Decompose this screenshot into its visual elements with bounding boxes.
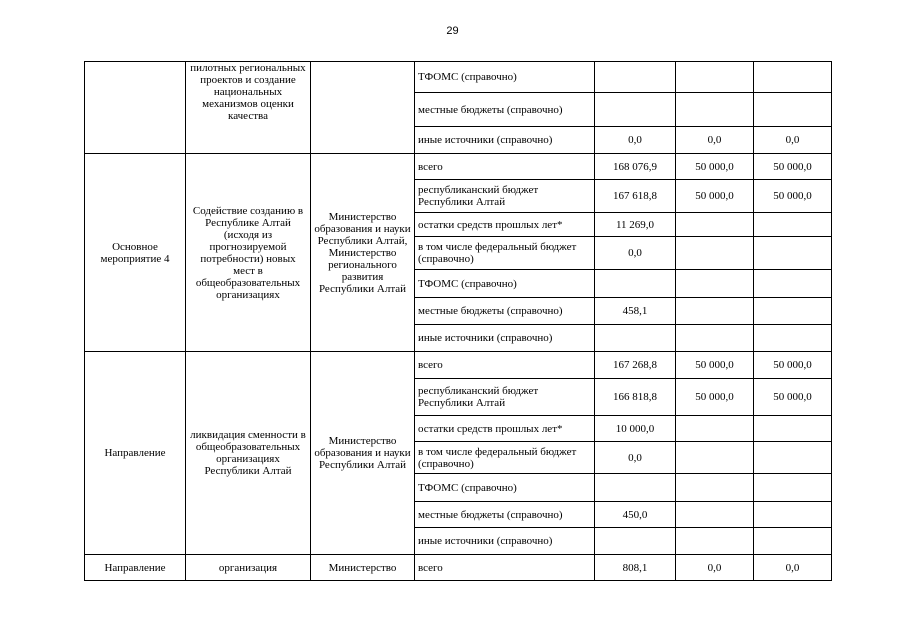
funding-source-cell: местные бюджеты (справочно) xyxy=(415,93,595,127)
value-cell: 50 000,0 xyxy=(676,180,754,213)
value-cell: 50 000,0 xyxy=(676,379,754,416)
funding-source-cell: иные источники (справочно) xyxy=(415,127,595,154)
value-cell xyxy=(754,442,832,474)
value-cell xyxy=(676,62,754,93)
event-name-cell: Направление xyxy=(85,352,186,555)
value-cell xyxy=(754,237,832,270)
value-cell: 0,0 xyxy=(754,555,832,581)
funding-source-cell: в том числе федеральный бюджет (справочно) xyxy=(415,237,595,270)
value-cell: 808,1 xyxy=(595,555,676,581)
funding-source-cell: остатки средств прошлых лет* xyxy=(415,213,595,237)
value-cell xyxy=(676,298,754,325)
value-cell xyxy=(595,62,676,93)
value-cell: 0,0 xyxy=(595,442,676,474)
value-cell xyxy=(595,270,676,298)
value-cell: 11 269,0 xyxy=(595,213,676,237)
executor-cell: Министерство образования и науки Республики Алтай, Министерство регионального развития Республики Алтай xyxy=(311,154,415,352)
value-cell xyxy=(595,528,676,555)
budget-table xyxy=(84,61,832,581)
value-cell xyxy=(676,528,754,555)
funding-source-cell: ТФОМС (справочно) xyxy=(415,474,595,502)
funding-source-cell: местные бюджеты (справочно) xyxy=(415,298,595,325)
value-cell: 10 000,0 xyxy=(595,416,676,442)
value-cell: 0,0 xyxy=(754,127,832,154)
value-cell: 166 818,8 xyxy=(595,379,676,416)
funding-source-cell: иные источники (справочно) xyxy=(415,325,595,352)
value-cell xyxy=(754,93,832,127)
executor-cell: Министерство образования и науки Республики Алтай xyxy=(311,352,415,555)
event-name-cell: Основное мероприятие 4 xyxy=(85,154,186,352)
event-name-cell: Направление xyxy=(85,555,186,581)
value-cell xyxy=(754,298,832,325)
value-cell xyxy=(676,442,754,474)
value-cell: 458,1 xyxy=(595,298,676,325)
value-cell: 50 000,0 xyxy=(676,154,754,180)
value-cell: 0,0 xyxy=(676,127,754,154)
value-cell: 50 000,0 xyxy=(754,379,832,416)
value-cell xyxy=(676,325,754,352)
value-cell xyxy=(754,474,832,502)
table-row xyxy=(85,352,832,379)
executor-cell xyxy=(311,62,415,154)
value-cell xyxy=(595,325,676,352)
funding-source-cell: республиканский бюджет Республики Алтай xyxy=(415,379,595,416)
value-cell: 0,0 xyxy=(595,127,676,154)
event-description-cell: организация xyxy=(186,555,311,581)
value-cell xyxy=(676,474,754,502)
value-cell: 50 000,0 xyxy=(754,180,832,213)
value-cell xyxy=(754,502,832,528)
funding-source-cell: всего xyxy=(415,555,595,581)
value-cell: 50 000,0 xyxy=(676,352,754,379)
value-cell xyxy=(754,416,832,442)
value-cell xyxy=(754,325,832,352)
page-number: 29 xyxy=(446,25,459,37)
value-cell: 0,0 xyxy=(595,237,676,270)
value-cell: 50 000,0 xyxy=(754,352,832,379)
funding-source-cell: остатки средств прошлых лет* xyxy=(415,416,595,442)
value-cell xyxy=(754,213,832,237)
funding-source-cell: всего xyxy=(415,352,595,379)
funding-source-cell: ТФОМС (справочно) xyxy=(415,270,595,298)
executor-cell: Министерство xyxy=(311,555,415,581)
value-cell xyxy=(676,93,754,127)
funding-source-cell: ТФОМС (справочно) xyxy=(415,62,595,93)
value-cell: 50 000,0 xyxy=(754,154,832,180)
event-description-cell: Содействие созданию в Республике Алтай (исходя из прогнозируемой потребности) новых мест в общеобразовательных организациях xyxy=(186,154,311,352)
value-cell xyxy=(754,62,832,93)
value-cell: 167 268,8 xyxy=(595,352,676,379)
funding-source-cell: в том числе федеральный бюджет (справочно) xyxy=(415,442,595,474)
value-cell xyxy=(676,416,754,442)
value-cell: 167 618,8 xyxy=(595,180,676,213)
value-cell xyxy=(676,502,754,528)
value-cell xyxy=(754,270,832,298)
value-cell xyxy=(595,474,676,502)
value-cell xyxy=(676,213,754,237)
table-row xyxy=(85,555,832,581)
value-cell: 168 076,9 xyxy=(595,154,676,180)
value-cell xyxy=(595,93,676,127)
event-name-cell xyxy=(85,62,186,154)
table-row xyxy=(85,154,832,180)
value-cell xyxy=(676,237,754,270)
value-cell: 0,0 xyxy=(676,555,754,581)
funding-source-cell: иные источники (справочно) xyxy=(415,528,595,555)
funding-source-cell: республиканский бюджет Республики Алтай xyxy=(415,180,595,213)
event-description-cell: пилотных региональных проектов и создание национальных механизмов оценки качества xyxy=(186,62,311,154)
value-cell: 450,0 xyxy=(595,502,676,528)
table-row xyxy=(85,62,832,93)
value-cell xyxy=(676,270,754,298)
funding-source-cell: местные бюджеты (справочно) xyxy=(415,502,595,528)
event-description-cell: ликвидация сменности в общеобразовательных организациях Республики Алтай xyxy=(186,352,311,555)
funding-source-cell: всего xyxy=(415,154,595,180)
value-cell xyxy=(754,528,832,555)
